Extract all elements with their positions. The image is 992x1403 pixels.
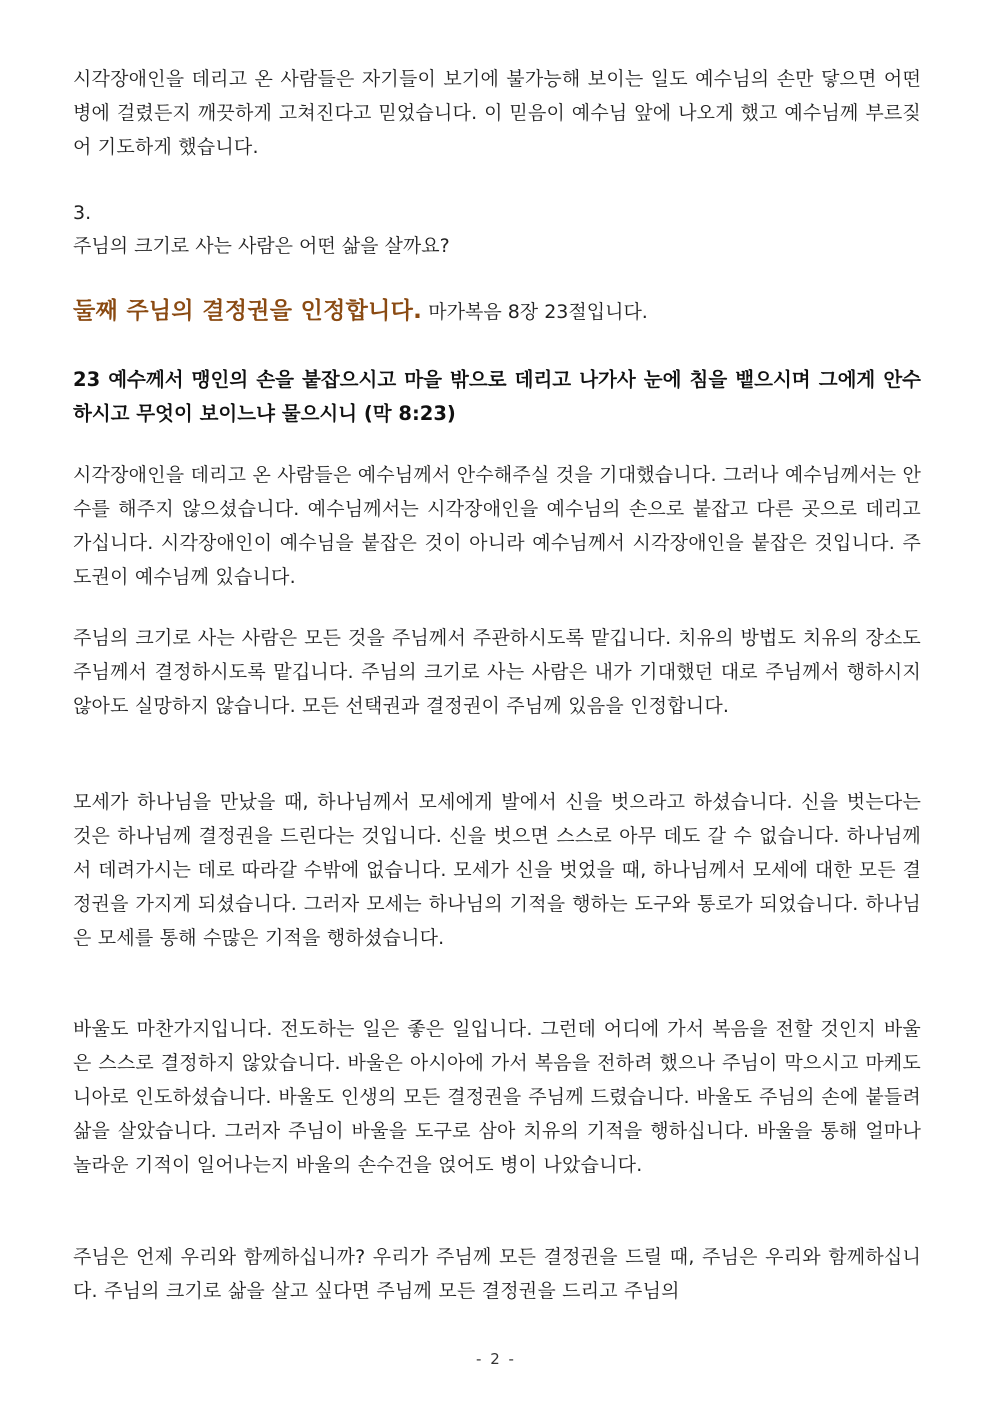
body-paragraph-2: 시각장애인을 데리고 온 사람들은 예수님께서 안수해주실 것을 기대했습니다. 그러나 예수님께서는 안수를 해주지 않으셨습니다. 예수님께서는 시각장애인을 예수님의 손으로 붙잡고 다른 곳으로 데리고 가십니다. 시각장애인이 예수님을 붙잡은 것이 아니라 예수님께서 시각장애인을 붙잡은 것입니다. 주도권이 예수님께 있습니다.	[73, 464, 921, 588]
body-paragraph-5: 바울도 마찬가지입니다. 전도하는 일은 좋은 일입니다. 그런데 어디에 가서 복음을 전할 것인지 바울은 스스로 결정하지 않았습니다. 바울은 아시아에 가서 복음을 전하려 했으나 주님이 막으시고 마케도니아로 인도하셨습니다. 바울도 인생의 모든 결정권을 주님께 드렸습니다. 바울도 주님의 손에 붙들려 삶을 살았습니다. 그러자 주님이 바울을 도구로 삼아 치유의 기적을 행하십니다. 바울을 통해 얼마나 놀라운 기적이 일어나는지 바울의 손수건을 얹어도 병이 나았습니다.	[73, 1018, 921, 1176]
body-paragraph-1: 시각장애인을 데리고 온 사람들은 자기들이 보기에 불가능해 보이는 일도 예수님의 손만 닿으면 어떤 병에 걸렸든지 깨끗하게 고쳐진다고 믿었습니다. 이 믿음이 예수님 앞에 나오게 했고 예수님께 부르짖어 기도하게 했습니다.	[73, 68, 921, 158]
heading-reference: 마가복음 8장 23절입니다.	[428, 301, 648, 323]
heading-emphasis: 둘째 주님의 결정권을 인정합니다.	[73, 298, 423, 324]
body-paragraph-3: 주님의 크기로 사는 사람은 모든 것을 주님께서 주관하시도록 맡깁니다. 치유의 방법도 치유의 장소도 주님께서 결정하시도록 맡깁니다. 주님의 크기로 사는 사람은 내가 기대했던 대로 주님께서 행하시지 않아도 실망하지 않습니다. 모든 선택권과 결정권이 주님께 있음을 인정합니다.	[73, 627, 921, 717]
body-paragraph-6: 주님은 언제 우리와 함께하십니까? 우리가 주님께 모든 결정권을 드릴 때, 주님은 우리와 함께하십니다. 주님의 크기로 삶을 살고 싶다면 주님께 모든 결정권을 드리고 주님의	[73, 1246, 921, 1302]
section-question: 주님의 크기로 사는 사람은 어떤 삶을 살까요?	[73, 235, 450, 257]
body-paragraph-4: 모세가 하나님을 만났을 때, 하나님께서 모세에게 발에서 신을 벗으라고 하셨습니다. 신을 벗는다는 것은 하나님께 결정권을 드린다는 것입니다. 신을 벗으면 스스로 아무 데도 갈 수 없습니다. 하나님께서 데려가시는 데로 따라갈 수밖에 없습니다. 모세가 신을 벗었을 때, 하나님께서 모세에 대한 모든 결정권을 가지게 되셨습니다. 그러자 모세는 하나님의 기적을 행하는 도구와 통로가 되었습니다. 하나님은 모세를 통해 수많은 기적을 행하셨습니다.	[73, 791, 921, 949]
page-number: - 2 -	[476, 1350, 516, 1368]
document-page	[73, 0, 921, 1403]
section-number: 3.	[73, 202, 92, 224]
bible-verse: 23 예수께서 맹인의 손을 붙잡으시고 마을 밖으로 데리고 나가사 눈에 침을 뱉으시며 그에게 안수하시고 무엇이 보이느냐 물으시니 (막 8:23)	[73, 368, 921, 425]
section-heading	[73, 294, 921, 329]
